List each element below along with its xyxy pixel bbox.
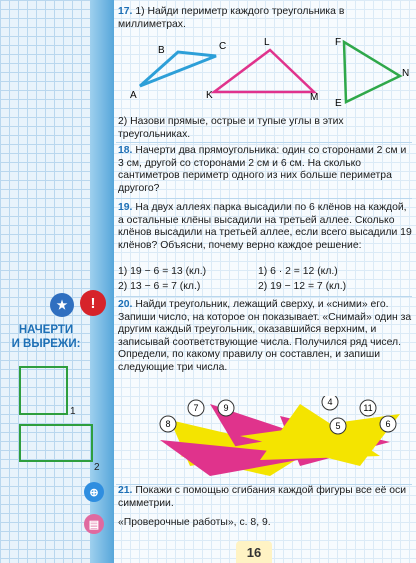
rectangles-drawing	[0, 360, 112, 480]
vertex-f: F	[335, 37, 342, 48]
exclamation-icon: !	[80, 290, 106, 316]
task-21: 21. Покажи с помощью сгибания каждой фигуры все её оси симметрии.	[118, 485, 407, 509]
side-title: НАЧЕРТИ И ВЫРЕЖИ:	[11, 324, 81, 350]
task-18: 18. Начерти два прямоугольника: один со сторонами 2 см и 3 см, другой со сторонами 2 см и 6 см. На сколько сантиметров периметр одного из них больше периметра другого?	[118, 145, 407, 194]
circle-11: 11	[363, 403, 373, 413]
triangle-klm	[214, 50, 314, 92]
task-17-part2: 2) Назови прямые, острые и тупые углы в этих треугольниках.	[118, 116, 344, 140]
circle-8: 8	[165, 419, 171, 429]
fig-label-2: 2	[94, 462, 100, 473]
vertex-a: A	[130, 90, 137, 101]
circle-5: 5	[335, 421, 341, 431]
fig-label-1: 1	[70, 406, 76, 417]
solution-2a: 2) 13 − 6 = 7 (кл.)	[118, 281, 201, 292]
divider	[116, 198, 412, 199]
solution-2b: 2) 19 − 12 = 7 (кл.)	[258, 281, 347, 292]
globe-icon: ⊕	[84, 482, 104, 502]
triangle-abc	[140, 52, 216, 86]
stacked-triangles	[150, 396, 412, 482]
reference: «Проверочные работы», с. 8, 9.	[118, 517, 271, 528]
task-19: 19. На двух аллеях парка высадили по 6 клёнов на каждой, а остальные клёны высадили на третьей аллее. Сколько клёнов высадили на третьей аллее, если всего высадили 19 клёнов? Объясни, почему верно каждое решение:	[118, 202, 412, 251]
vertex-k: K	[206, 90, 213, 101]
vertex-n: N	[402, 68, 410, 79]
circle-6: 6	[385, 419, 391, 429]
task-17: 17. 1) Найди периметр каждого треугольника в миллиметрах.	[118, 6, 345, 30]
stars-icon: ★	[50, 293, 74, 317]
book-icon: ▤	[84, 514, 104, 534]
task-20: 20. Найди треугольник, лежащий сверху, и «сними» его. Запиши число, на которое он показывает. «Снимай» один за другим каждый треугольник, оказавшийся верхним, и записывай соответствующие числа. Получился ряд чисел. Определи, по какому правилу он составлен, и запиши следующие три числа.	[118, 299, 412, 373]
solution-1a: 1) 19 − 6 = 13 (кл.)	[118, 266, 207, 277]
vertex-m: M	[310, 92, 319, 103]
circle-9: 9	[223, 403, 229, 413]
circle-4: 4	[327, 397, 333, 407]
vertex-c: C	[219, 41, 227, 52]
rectangle-1	[20, 367, 67, 414]
triangle-fne	[344, 42, 400, 102]
vertex-b: B	[158, 45, 165, 56]
page-number: 16	[236, 541, 272, 563]
triangles-drawing	[118, 36, 412, 110]
divider	[116, 296, 412, 297]
vertex-l: L	[264, 37, 270, 48]
divider	[116, 142, 412, 143]
rectangle-2	[20, 425, 92, 461]
solution-1b: 1) 6 · 2 = 12 (кл.)	[258, 266, 338, 277]
vertex-e: E	[335, 98, 342, 109]
circle-7: 7	[193, 403, 199, 413]
